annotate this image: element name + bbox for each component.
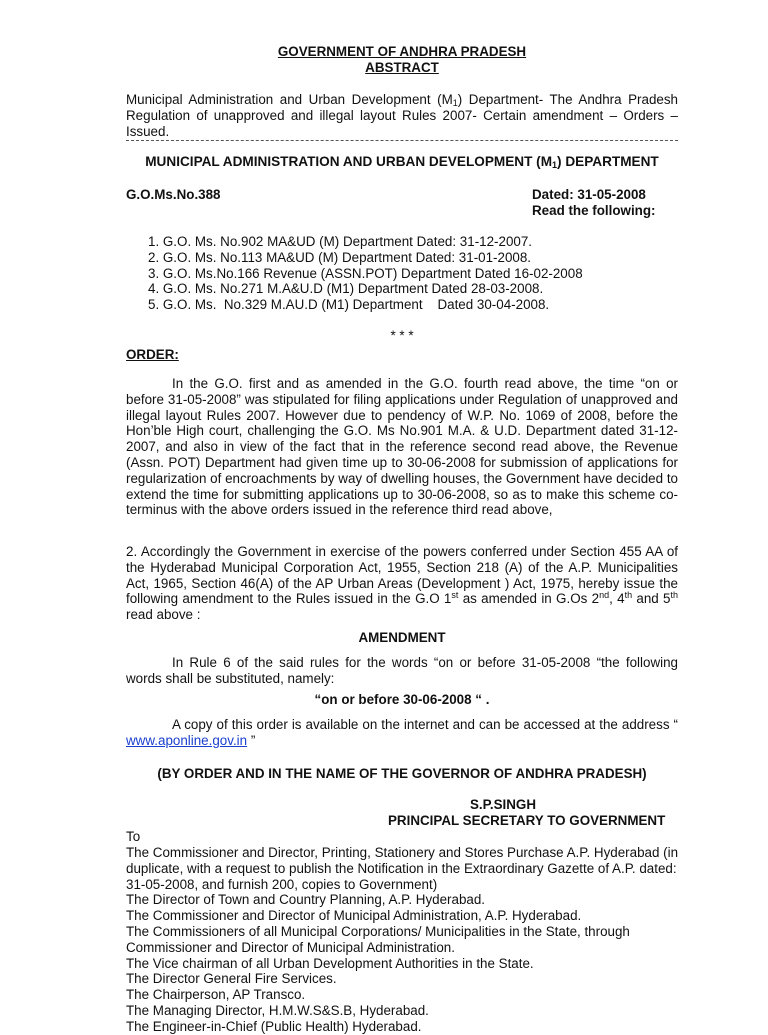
go-number: G.O.Ms.No.388	[126, 187, 221, 202]
signatory-name: S.P.SINGH	[470, 797, 536, 812]
reference-item: 1. G.O. Ms. No.902 MA&UD (M) Department Dated: 31-12-2007.	[148, 234, 533, 249]
recipient-item: The Commissioner and Director, Printing, Stationery and Stores Purchase A.P. Hyderabad (in duplicate, with a request to publish the Notification in the Extraordinary Gazette of A.P. dated: 31-05-2008, and furnish 200, copies to Government)	[126, 845, 679, 892]
recipient-item: The Commissioner and Director of Municipal Administration, A.P. Hyderabad.	[126, 908, 582, 924]
document-title: GOVERNMENT OF ANDHRA PRADESH	[277, 44, 527, 59]
subject-text: Municipal Administration and Urban Development $(M_1)$ Department- The Andhra Pradesh Regulation of unapproved and illegal layout Rules 2007- Certain amendment – Orders – Issued.	[126, 92, 678, 139]
order-heading: ORDER:	[126, 347, 179, 362]
amendment-substituted-words: “on or before 30-06-2008 “ .	[314, 692, 490, 707]
references-list	[148, 234, 678, 313]
amendment-heading: AMENDMENT	[358, 630, 446, 645]
recipient-item: The Director General Fire Services.	[126, 971, 337, 987]
dashed-divider	[126, 140, 678, 141]
recipient-item: The Director of Town and Country Planning, A.P. Hyderabad.	[126, 892, 486, 908]
recipient-item: The Engineer-in-Chief (Public Health) Hyderabad.	[126, 1018, 422, 1034]
reference-item: 3. G.O. Ms.No.166 Revenue (ASSN.POT) Department Dated 16-02-2008	[148, 265, 583, 281]
internet-note: A copy of this order is available on the internet and can be accessed at the address “ www.aponline.gov.in ”	[126, 717, 678, 748]
aponline-link[interactable]: www.aponline.gov.in	[126, 732, 248, 748]
separator-stars: * * *	[390, 328, 414, 343]
recipient-item: The Vice chairman of all Urban Development Authorities in the State.	[126, 955, 534, 971]
order-paragraph-1: In the G.O. first and as amended in the G.O. fourth read above, the time “on or before 31-05-2008” was stipulated for filing applications under Regulation of unapproved and illegal layout Rules 2007. However due to pendency of W.P. No. 1069 of 2008, before the Hon’ble High court, challenging the G.O. Ms No.901 M.A. & U.D. Department dated 31-12-2007, and also in view of the fact that in the reference second read above, the Revenue (Assn. POT) Department had given time up to 30-06-2008 for submission of applications for regularization of encroachments by way of dwelling houses, the Government have decided to extend the time for submitting applications up to 30-06-2008, so as to make this scheme co-terminus with the above orders issued in the reference third read above,	[126, 376, 678, 518]
reference-item: 4. G.O. Ms. No.271 M.A&U.D (M1) Department Dated 28-03-2008.	[148, 281, 544, 297]
signatory-designation: PRINCIPAL SECRETARY TO GOVERNMENT	[388, 813, 666, 828]
read-following-label: Read the following:	[532, 203, 656, 218]
amendment-rule-text: In Rule 6 of the said rules for the words “on or before 31-05-2008 “the following words shall be substituted, namely:	[126, 655, 678, 686]
recipient-item: The Managing Director, H.M.W.S&S.B, Hyderabad.	[126, 1002, 429, 1018]
recipient-item: The Commissioners of all Municipal Corporations/ Municipalities in the State, through Commissioner and Director of Municipal Administration.	[126, 923, 630, 955]
by-order-line: (BY ORDER AND IN THE NAME OF THE GOVERNOR OF ANDHRA PRADESH)	[157, 766, 647, 781]
department-heading: MUNICIPAL ADMINISTRATION AND URBAN DEVELOPMENT $(M_1)$ DEPARTMENT	[145, 154, 659, 170]
reference-item: 5. G.O. Ms. No.329 M.AU.D (M1) Department Dated 30-04-2008.	[148, 297, 550, 313]
recipients-list	[126, 845, 678, 1035]
to-heading: To	[126, 829, 141, 844]
reference-item: 2. G.O. Ms. No.113 MA&UD (M) Department Dated: 31-01-2008.	[148, 249, 532, 265]
go-date: Dated: 31-05-2008	[532, 187, 646, 202]
order-paragraph-2: 2. Accordingly the Government in exercise of the powers conferred under Section 455 AA of the Hyderabad Municipal Corporation Act, 1955, Section 218 (A) of the A.P. Municipalities Act, 1965, Section 46(A) of the AP Urban Areas (Development ) Act, 1975, hereby issue the following amendment to the Rules issued in the G.O 1st as amended in G.Os 2nd, 4th and 5th read above :	[126, 544, 679, 623]
abstract-heading: ABSTRACT	[365, 60, 439, 75]
recipient-item: The Chairperson, AP Transco.	[126, 987, 306, 1003]
